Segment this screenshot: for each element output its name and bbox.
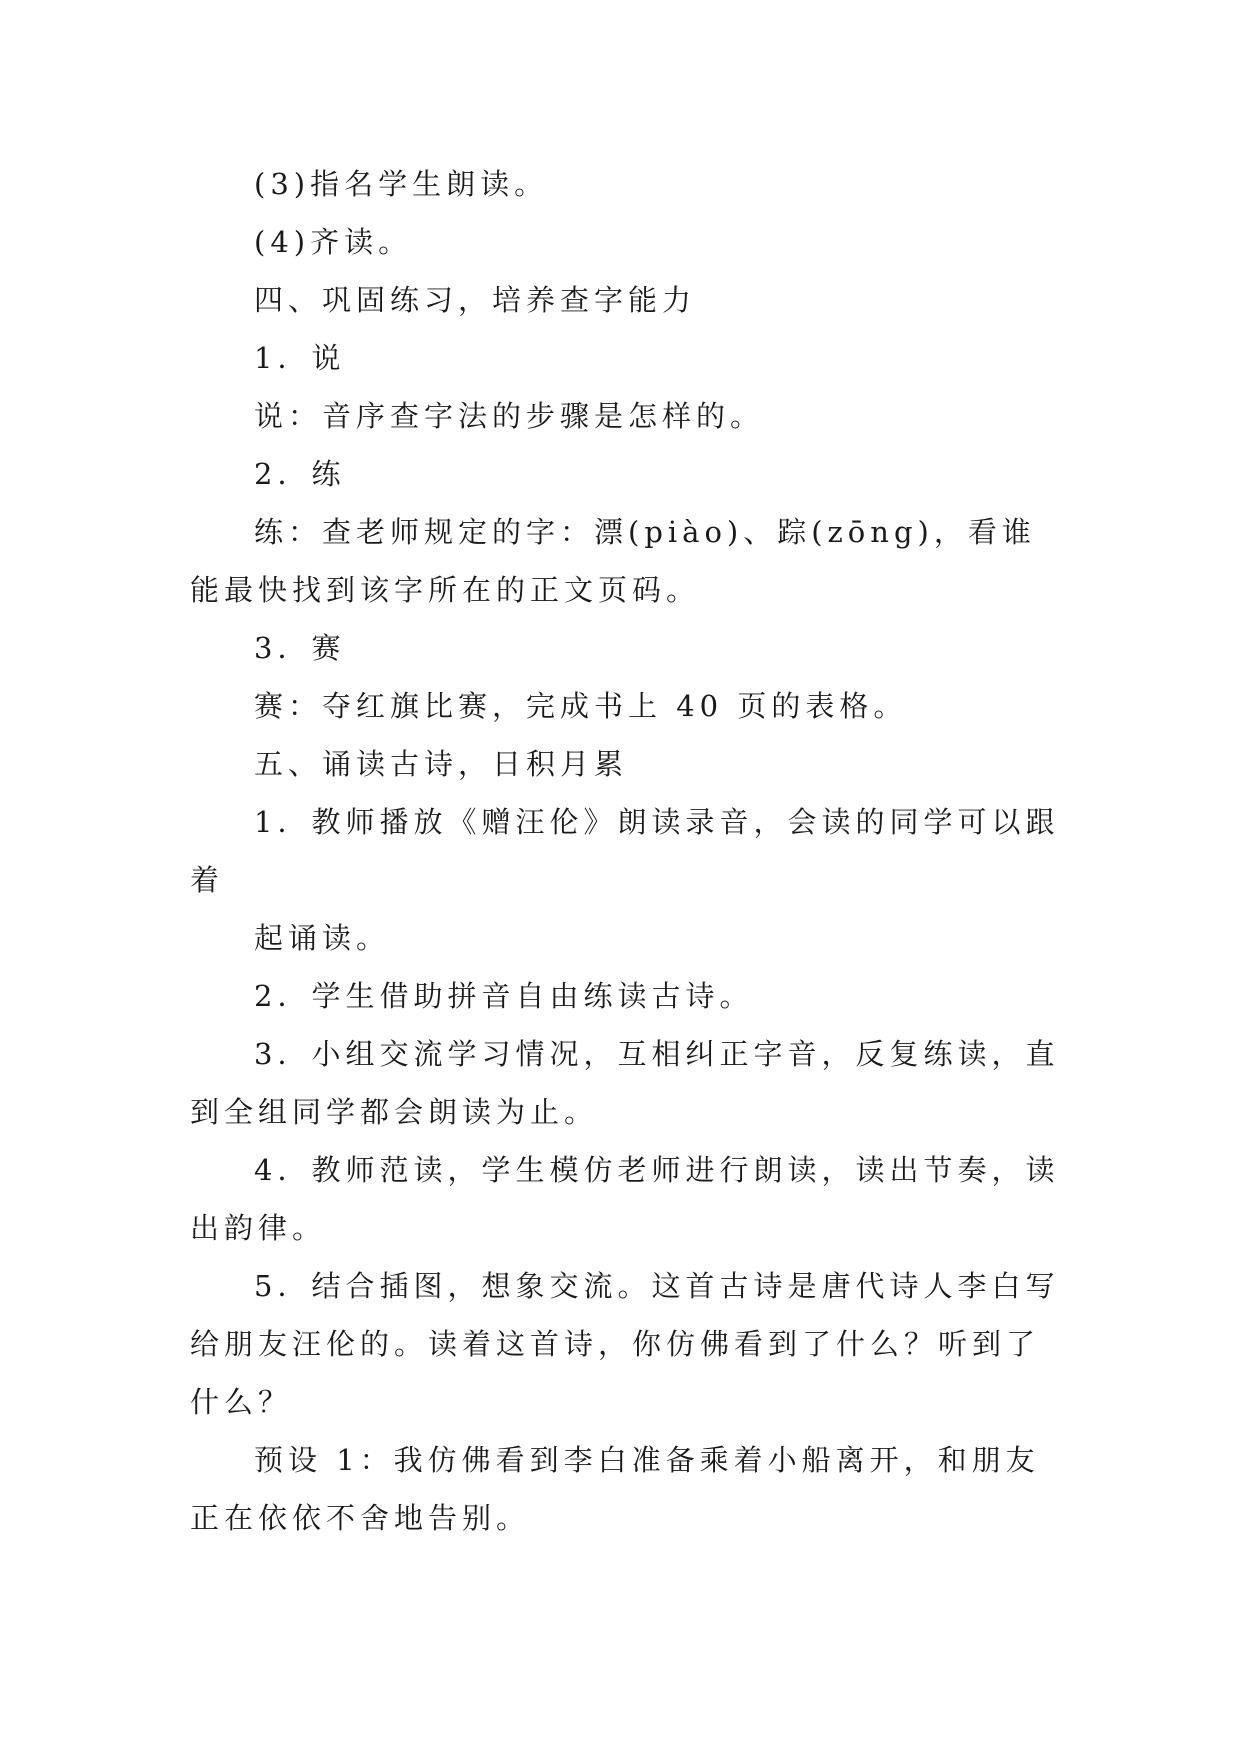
paragraph-read-aloud-named: (3)指名学生朗读。	[254, 167, 549, 201]
paragraph-speak: 说：音序查字法的步骤是怎样的。	[254, 399, 765, 433]
section-heading-practice: 四、巩固练习，培养查字能力	[254, 283, 697, 317]
paragraph-poem-step-4: 4．教师范读，学生模仿老师进行朗读，读出节奏，读出韵律。	[190, 1153, 1060, 1245]
paragraph-poem-step-3: 3．小组交流学习情况，互相纠正字音，反复练读，直到全组同学都会朗读为止。	[190, 1037, 1060, 1129]
document-body	[190, 155, 1060, 1547]
paragraph-poem-step-1-cont: 起诵读。	[254, 921, 391, 955]
paragraph-poem-step-1: 1．教师播放《赠汪伦》朗读录音，会读的同学可以跟着	[190, 805, 1060, 897]
step-heading-contest: 3．赛	[254, 631, 346, 665]
paragraph-poem-step-2: 2．学生借助拼音自由练读古诗。	[254, 979, 754, 1013]
section-heading-poem: 五、诵读古诗，日积月累	[254, 747, 629, 781]
paragraph-read-together: (4)齐读。	[254, 225, 413, 259]
step-heading-practice: 2．练	[254, 457, 346, 491]
paragraph-practice: 练：查老师规定的字：漂(piào)、踪(zōng)，看谁能最快找到该字所在的正文页码。	[190, 515, 1036, 607]
paragraph-poem-step-5: 5．结合插图，想象交流。这首古诗是唐代诗人李白写给朋友汪伦的。读着这首诗，你仿佛看到了什么？听到了什么？	[190, 1269, 1060, 1419]
step-heading-speak: 1．说	[254, 341, 346, 375]
paragraph-contest: 赛：夺红旗比赛，完成书上 40 页的表格。	[254, 689, 908, 723]
paragraph-preset-1: 预设 1：我仿佛看到李白准备乘着小船离开，和朋友正在依依不舍地告别。	[190, 1443, 1040, 1535]
